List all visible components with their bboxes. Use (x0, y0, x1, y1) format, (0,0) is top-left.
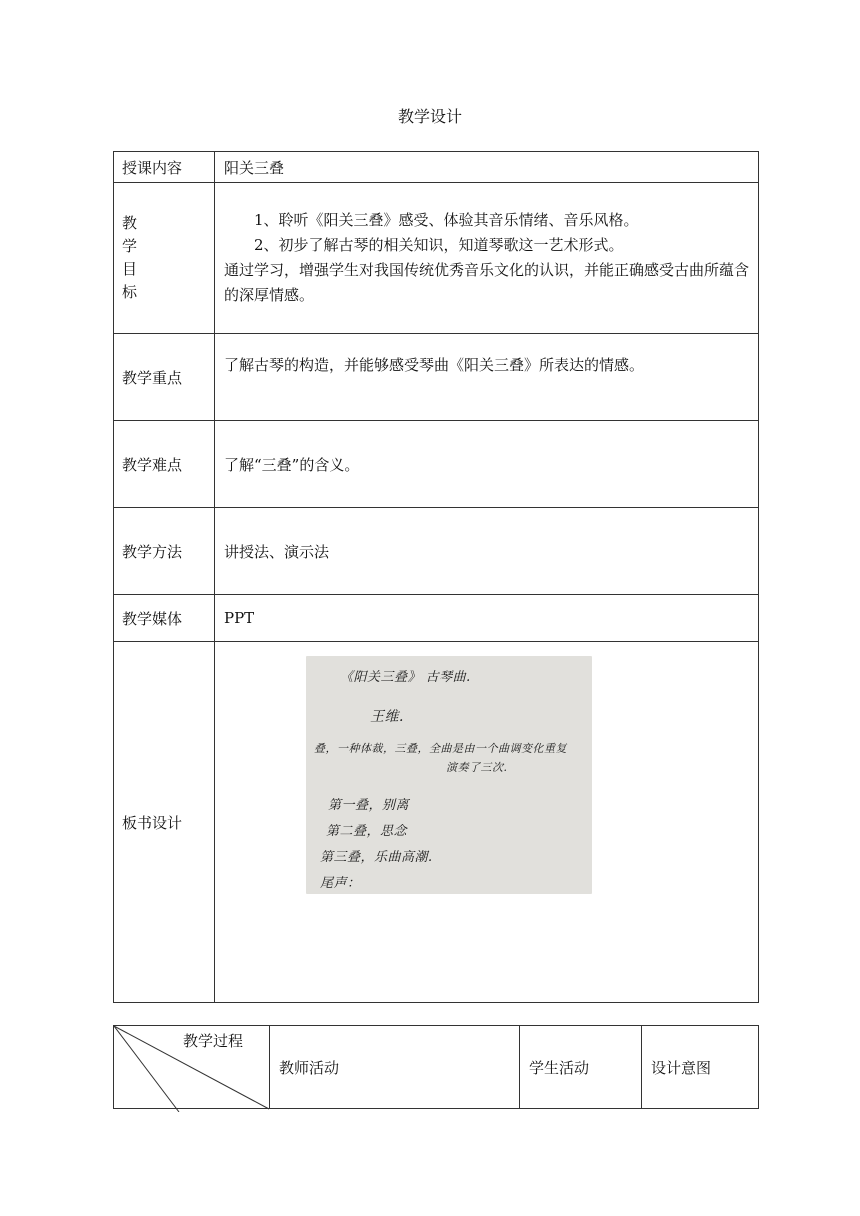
difficulties-value: 了解“三叠”的含义。 (215, 421, 759, 508)
media-value: PPT (215, 595, 759, 642)
board-label: 板书设计 (114, 642, 215, 1003)
teacher-activity-header: 教师活动 (270, 1026, 520, 1109)
board-line: 第二叠，思念 (326, 824, 408, 839)
media-label: 教学媒体 (114, 595, 215, 642)
objectives-label-char: 目 (122, 260, 138, 278)
row-methods (114, 508, 759, 595)
design-intent-header: 设计意图 (642, 1026, 759, 1109)
blackboard-photo (306, 656, 592, 894)
row-media (114, 595, 759, 642)
process-table (113, 1025, 759, 1109)
row-board (114, 642, 759, 1003)
board-line: 《阳关三叠》 古琴曲. (340, 670, 471, 685)
process-diagonal-header (114, 1026, 270, 1109)
board-content (215, 642, 759, 1003)
process-header: 教学过程 (183, 1032, 244, 1050)
difficulties-label: 教学难点 (114, 421, 215, 508)
board-line: 第一叠，别离 (328, 798, 410, 813)
key-points-label: 教学重点 (114, 334, 215, 421)
key-points-value: 了解古琴的构造，并能够感受琴曲《阳关三叠》所表达的情感。 (215, 334, 759, 421)
objective-line: 通过学习，增强学生对我国传统优秀音乐文化的认识，并能正确感受古曲所蕴含的深厚情感。 (224, 261, 750, 304)
board-line: 叠，一种体裁，三叠，全曲是由一个曲调变化重复 (314, 742, 567, 755)
board-line: 第三叠，乐曲高潮. (320, 850, 433, 865)
board-line: 演奏了三次. (446, 761, 508, 774)
board-line: 尾声： (320, 876, 361, 891)
objectives-label (114, 183, 215, 334)
methods-label: 教学方法 (114, 508, 215, 595)
methods-value: 讲授法、演示法 (215, 508, 759, 595)
lesson-plan-table (113, 151, 759, 1003)
page-title: 教学设计 (397, 107, 462, 126)
row-key-points (114, 334, 759, 421)
objective-line: 1、聆听《阳关三叠》感受、体验其音乐情绪、音乐风格。 (254, 211, 639, 229)
student-activity-header: 学生活动 (520, 1026, 642, 1109)
row-difficulties (114, 421, 759, 508)
objectives-label-char: 学 (122, 237, 138, 255)
objectives-label-char: 教 (122, 214, 138, 232)
row-objectives (114, 183, 759, 334)
board-line: 王维. (370, 709, 404, 725)
row-course (114, 152, 759, 183)
objective-line: 2、初步了解古琴的相关知识，知道琴歌这一艺术形式。 (254, 236, 624, 254)
process-header-row (114, 1026, 759, 1109)
objectives-label-char: 标 (122, 283, 138, 301)
course-value: 阳关三叠 (215, 152, 759, 183)
objectives-content (215, 183, 759, 334)
course-label: 授课内容 (114, 152, 215, 183)
